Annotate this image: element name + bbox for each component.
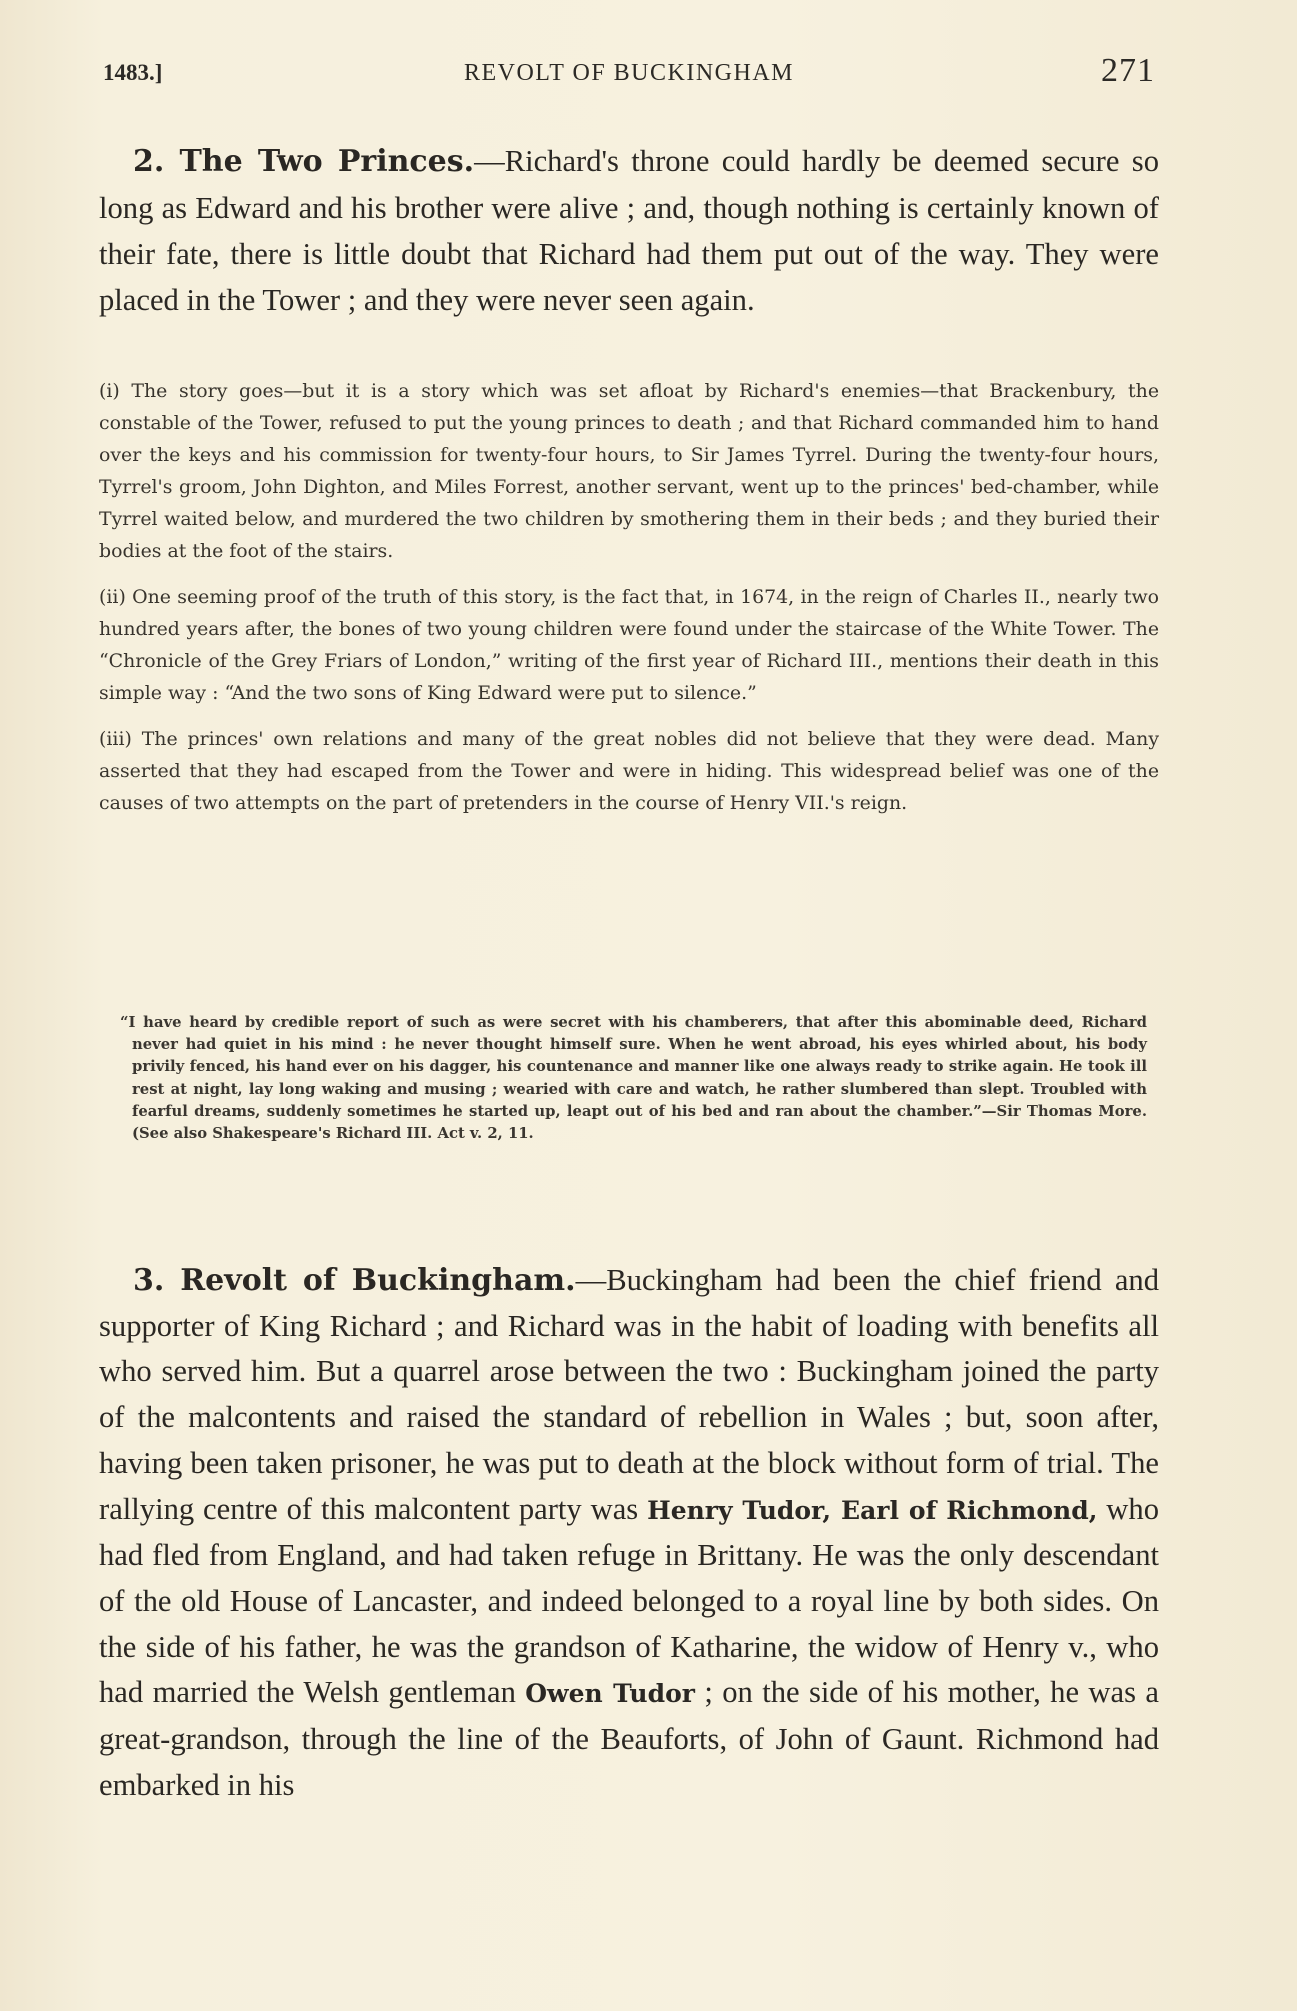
note-ii: (ii) One seeming proof of the truth of this story, is the fact that, in 1674, in the reign of Charles II., nearly two hundred years after, the bones of two young children were found under the staircase of the White Tower. The “Chronicle of the Grey Friars of London,” writing of the first year of Richard III., mentions their death in this simple way : “And the two sons of King Edward were put to silence.” — [99, 586, 1159, 704]
more-quotation — [120, 1012, 1147, 1145]
note-iii: (iii) The princes' own relations and many of the great nobles did not believe that they were dead. Many asserted that they had escaped from the Tower and were in hiding. This widespread belief was one of the causes of two attempts on the part of pretenders in the course of Henry VII.'s reign. — [99, 728, 1159, 814]
page-number: 271 — [1101, 52, 1155, 89]
section-three-text-b: who had fled from England, and had taken refuge in Brittany. He was the only descendant of the old House of Lancaster, and indeed belonged to a royal line by both sides. On the side of his father, he was the grandson of Katharine, the widow of Henry v., who had married the Welsh gentleman — [99, 1491, 1159, 1710]
section-two-paragraph — [99, 138, 1159, 323]
header-year: 1483.] — [103, 60, 163, 85]
section-three-paragraph — [99, 1258, 1159, 1808]
section-revolt-buckingham — [99, 1258, 1159, 1808]
section-two-text: —Richard's throne could hardly be deemed secure so long as Edward and his brother were alive ; and, though nothing is certainly known of their fate, there is little doubt that Richard had them put out of the way. They were placed in the Tower ; and they were never seen again. — [99, 144, 1159, 317]
running-header — [103, 52, 1155, 100]
section-three-heading: 3. Revolt of Buckingham. — [133, 1263, 576, 1298]
section-three-text-c: ; on the side of his mother, he was a great-grandson, through the line of the Beauforts, of John of Gaunt. Richmond had embarked in his — [99, 1675, 1159, 1802]
header-title: REVOLT OF BUCKINGHAM — [463, 60, 795, 86]
name-owen-tudor: Owen Tudor — [525, 1679, 695, 1709]
notes-block — [99, 375, 1159, 833]
section-two-princes — [99, 138, 1159, 323]
name-henry-tudor: Henry Tudor, Earl of Richmond, — [647, 1495, 1098, 1525]
note-i: (i) The story goes—but it is a story which was set afloat by Richard's enemies—that Brackenbury, the constable of the Tower, refused to put the young princes to death ; and that Richard commanded him to hand over the keys and his commission for twenty-four hours, to Sir James Tyrrel. During the twenty-four hours, Tyrrel's groom, John Dighton, and Miles Forrest, another servant, went up to the princes' bed-chamber, while Tyrrel waited below, and murdered the two children by smothering them in their beds ; and they buried their bodies at the foot of the stairs. — [99, 380, 1159, 562]
section-two-heading: 2. The Two Princes. — [133, 144, 475, 179]
section-three-text-a: —Buckingham had been the chief friend and supporter of King Richard ; and Richard was in the habit of loading with benefits all who served him. But a quarrel arose between the two : Buckingham joined the party of the malcontents and raised the standard of rebellion in Wales ; but, soon after, having been taken prisoner, he was put to death at the block without form of trial. The rallying centre of this malcontent party was — [99, 1263, 1160, 1526]
quotation-text: “I have heard by credible report of such as were secret with his chamberers, that after this abominable deed, Richard never had quiet in his mind : he never thought himself sure. When he went abroad, his eyes whirled about, his body privily fenced, his hand ever on his dagger, his countenance and manner like one always ready to strike again. He took ill rest at night, lay long waking and musing ; wearied with care and watch, he rather slumbered than slept. Troubled with fearful dreams, suddenly sometimes he started up, leapt out of his bed and ran about the chamber.”—Sir Thomas More. (See also Shakespeare's Richard III. Act v. 2, 11. — [120, 1014, 1147, 1143]
